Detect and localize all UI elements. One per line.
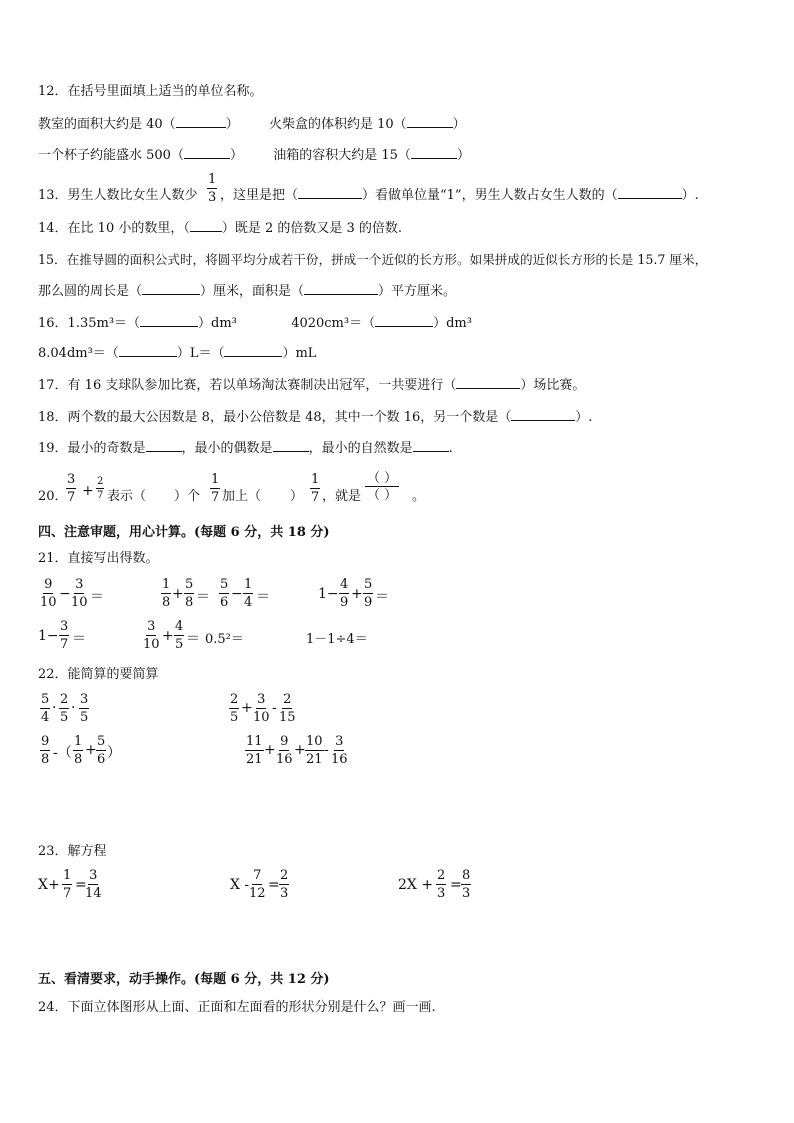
q12-a-blank[interactable]	[176, 115, 226, 128]
q15-line1: 15．在推导圆的面积公式时，将圆平均分成若干份，拼成一个近似的长方形。如果拼成的近似长方形的长是 15.7 厘米，	[38, 252, 708, 267]
q21-e3-f1n: 5	[220, 577, 229, 592]
q12-c-blank[interactable]	[184, 146, 230, 159]
q19-c: ，最小的自然数是	[308, 441, 413, 456]
q23-e1-pre: X+	[38, 877, 60, 893]
q22-e2-f2d: 10	[253, 710, 270, 725]
q12-b-end: ）	[452, 117, 466, 132]
q13-blank2[interactable]	[618, 186, 682, 199]
q21-e4-f1d: 9	[340, 595, 349, 610]
q22-e2-f2n: 3	[257, 692, 266, 707]
q22-e4-f1n: 11	[246, 734, 263, 749]
q13-rest	[220, 184, 699, 203]
q20-f2d: 7	[97, 490, 104, 501]
q22-e3-op1: -（	[53, 745, 72, 761]
q15-line2a: 那么圆的周长是（	[38, 284, 143, 299]
q22-e2-op1: +	[241, 700, 253, 716]
q21-e2-op: +	[172, 586, 184, 602]
q21-e4-f2n: 5	[364, 577, 373, 592]
q21-e6-op: +	[162, 628, 174, 644]
q19-d: .	[448, 441, 453, 456]
q14	[38, 219, 402, 238]
q16-b-blank[interactable]	[375, 314, 433, 327]
q21-e3-f1d: 6	[220, 595, 229, 610]
q13-mid: ，这里是把（	[220, 188, 299, 203]
q13-end: ）.	[681, 188, 699, 203]
q22-e2-f1d: 5	[230, 710, 239, 725]
q17-blank[interactable]	[456, 376, 520, 389]
q22-e3-f3	[96, 734, 106, 767]
q21-e5-f1	[59, 619, 69, 652]
q20-frac2	[96, 476, 104, 501]
q20-f4d: 7	[311, 490, 320, 505]
q13-start: 13．男生人数比女生人数少	[38, 188, 198, 203]
q21-e6-f2n: 4	[175, 619, 184, 634]
q21-e2-f1	[161, 577, 171, 610]
q20-f3d: 7	[211, 490, 220, 505]
q22-e1-f2d: 5	[60, 710, 69, 725]
q23-e2-f1n: 7	[253, 868, 262, 883]
q23-e1-f1	[62, 868, 72, 901]
q19-b: ，最小的偶数是	[181, 441, 273, 456]
q22-e3-close: ）	[107, 745, 121, 761]
q16-a: 16．1.35m³＝（	[38, 316, 141, 331]
q15-line2b: ）厘米，面积是（	[200, 284, 305, 299]
q16-b: 4020cm³＝（	[291, 316, 376, 331]
q22-e4-f4n: 3	[335, 734, 344, 749]
q22-title: 22．能简算的要简算	[38, 667, 159, 682]
q21-e4-f1n: 4	[340, 577, 349, 592]
q23-e2-f2d: 3	[280, 886, 289, 901]
q21-title: 21．直接写出得数。	[38, 551, 159, 566]
q12-title: 12．在括号里面填上适当的单位名称。	[38, 84, 263, 99]
q19-blank3[interactable]	[413, 439, 449, 452]
q22-e3-f2d: 8	[74, 752, 83, 767]
q13-frac-d: 3	[208, 190, 217, 205]
q21-e2-eq: ＝	[196, 589, 210, 605]
q14-end: ）既是 2 的倍数又是 3 的倍数.	[221, 221, 403, 236]
q21-e3-f1	[219, 577, 229, 610]
q20-ans-d: （ ）	[367, 488, 398, 503]
q22-e3-f3n: 5	[97, 734, 106, 749]
section4-title: 四、注意审题，用心计算。(每题 6 分，共 18 分)	[38, 525, 330, 540]
q20-t4: ）	[290, 489, 304, 504]
q22-e3-f1n: 9	[41, 734, 50, 749]
q21-e4-f2d: 9	[364, 595, 373, 610]
q21-e4-op: +	[351, 586, 363, 602]
q19	[38, 439, 453, 458]
q13-fraction	[207, 172, 217, 205]
q12-a-end: ）	[225, 117, 239, 132]
q24-title: 24．下面立体图形从上面、正面和左面看的形状分别是什么？画一画.	[38, 1000, 436, 1015]
q21-e3-f2	[243, 577, 253, 610]
q16-line1	[38, 314, 472, 333]
q20-frac3	[210, 472, 220, 505]
q22-e4-f2d: 16	[276, 752, 293, 767]
q23-e2-f1d: 12	[249, 886, 266, 901]
q23-e3-f1d: 3	[437, 886, 446, 901]
q23-e2-f2	[279, 868, 289, 901]
q22-e3-f3d: 6	[97, 752, 106, 767]
q20-label: 20．	[38, 489, 68, 504]
q21-e4-f1	[339, 577, 349, 610]
q22-e4-f2n: 9	[280, 734, 289, 749]
q22-e4-f4d: 16	[331, 752, 348, 767]
q22-e2-f1	[229, 692, 239, 725]
q21-e1-f2	[71, 577, 88, 610]
q12-c: 一个杯子约能盛水 500（	[38, 148, 184, 163]
q21-e2-f2	[184, 577, 194, 610]
q23-e3-f2	[461, 868, 471, 901]
q22-e4-f1	[245, 734, 264, 767]
q21-e5-pre: 1−	[38, 628, 59, 644]
q22-e2-f2	[253, 692, 270, 725]
q21-e8: 1－1÷4＝	[306, 632, 368, 647]
q23-e3-eq: =	[450, 877, 462, 893]
q23-e1-f1d: 7	[63, 886, 72, 901]
q22-e1-f3	[79, 692, 89, 725]
q13-blank1[interactable]	[298, 186, 362, 199]
q22-e2-f3	[279, 692, 296, 725]
q16-a-blank[interactable]	[140, 314, 198, 327]
q15-blank1[interactable]	[142, 282, 200, 295]
q20-f1n: 3	[67, 472, 76, 487]
q17-start: 17．有 16 支球队参加比赛，若以单场淘汰赛制决出冠军，一共要进行（	[38, 378, 457, 393]
q23-e1-f1n: 1	[63, 868, 72, 883]
q20-f4n: 1	[311, 472, 320, 487]
q23-e1-f2	[85, 868, 102, 901]
q12-a: 教室的面积大约是 40（	[38, 117, 176, 132]
q12-line1	[38, 115, 466, 134]
q21-e1-eq: ＝	[90, 589, 104, 605]
q21-e1-f1n: 9	[44, 577, 53, 592]
q17-end: ）场比赛。	[520, 378, 586, 393]
q16-a-end: ）dm³	[198, 316, 237, 331]
q20-f2n: 2	[97, 476, 104, 487]
q16-c: 8.04dm³＝（	[38, 346, 119, 361]
q12-line2	[38, 146, 470, 165]
q12-d-blank[interactable]	[411, 146, 457, 159]
q13-frac-n: 1	[208, 172, 217, 187]
q18-start: 18．两个数的最大公因数是 8，最小公倍数是 48，其中一个数 16，另一个数是（	[38, 410, 512, 425]
q21-e6-f1d: 10	[143, 637, 160, 652]
section5-title: 五、看清要求，动手操作。(每题 6 分，共 12 分)	[38, 972, 330, 987]
q20-t3: 加上（	[222, 489, 262, 504]
q20-f1d: 7	[67, 490, 76, 505]
q21-e3-f2n: 1	[244, 577, 253, 592]
q20-answer-frac[interactable]	[365, 471, 399, 503]
q18	[38, 408, 592, 427]
q20-frac1	[66, 472, 76, 505]
q12-b-blank[interactable]	[407, 115, 453, 128]
q15-blank2[interactable]	[304, 282, 378, 295]
q22-e3-f2	[73, 734, 83, 767]
q22-e1-f3d: 5	[80, 710, 89, 725]
q22-e2-f3n: 2	[283, 692, 292, 707]
q22-e2-f3d: 15	[279, 710, 296, 725]
q22-e1-f2n: 2	[60, 692, 69, 707]
q23-e3-pre: 2X +	[398, 877, 434, 893]
q18-end: ）.	[575, 410, 593, 425]
q16-b-end: ）dm³	[433, 316, 472, 331]
q20-frac4	[310, 472, 320, 505]
q22-e3-f1	[40, 734, 50, 767]
q20-plus: +	[82, 483, 94, 499]
q22-e4-f3d: 21	[306, 752, 323, 767]
q21-e6-f2d: 5	[175, 637, 184, 652]
q23-e3-f1	[436, 868, 446, 901]
q20-f3n: 1	[211, 472, 220, 487]
q21-e5-f1n: 3	[60, 619, 69, 634]
q20-t6: 。	[412, 489, 426, 504]
q23-e2-eq: =	[268, 877, 280, 893]
q21-e3-eq: ＝	[256, 589, 270, 605]
q22-e2-op2: -	[272, 700, 277, 716]
q23-e3-f1n: 2	[437, 868, 446, 883]
q23-e2-f1	[249, 868, 266, 901]
q20-t1: 表示（	[107, 489, 147, 504]
q12-d: 油箱的容积大约是 15（	[273, 148, 411, 163]
q23-e1-eq: =	[75, 877, 87, 893]
q22-e4-op1: +	[264, 742, 276, 758]
q22-e4-op3: -	[324, 742, 329, 758]
q16-c-blank2[interactable]	[224, 344, 282, 357]
q21-e6-f1	[143, 619, 160, 652]
q23-title: 23．解方程	[38, 844, 107, 859]
q22-e1-f2	[59, 692, 69, 725]
q12-c-end: ）	[229, 148, 243, 163]
q23-e3-f2d: 3	[462, 886, 471, 901]
q21-e1-op: −	[59, 586, 71, 602]
q21-e5-f1d: 7	[60, 637, 69, 652]
q19-blank1[interactable]	[146, 439, 182, 452]
q21-e2-f2n: 5	[185, 577, 194, 592]
q21-e4-eq: ＝	[375, 589, 389, 605]
q21-e3-f2d: 4	[244, 595, 253, 610]
q19-blank2[interactable]	[273, 439, 309, 452]
q22-e1-f1	[40, 692, 50, 725]
q22-e4-f4	[331, 734, 348, 767]
q16-c-blank[interactable]	[119, 344, 177, 357]
q21-e6-f2	[174, 619, 184, 652]
q21-e1-f2d: 10	[71, 595, 88, 610]
q21-e1-f1d: 10	[40, 595, 57, 610]
q22-e3-f1d: 8	[41, 752, 50, 767]
q14-start: 14．在比 10 小的数里，（	[38, 221, 190, 236]
q23-e3-f2n: 8	[462, 868, 471, 883]
q22-e2-f1n: 2	[230, 692, 239, 707]
q23-e1-f2n: 3	[89, 868, 98, 883]
q13-mid2: ）看做单位量“1”，男生人数占女生人数的（	[362, 188, 618, 203]
q22-e3-op2: +	[85, 742, 97, 758]
q22-e1-op2: ·	[71, 700, 76, 716]
q23-e2-pre: X -	[230, 877, 250, 893]
q21-e2-f2d: 8	[185, 595, 194, 610]
q21-e4-f2	[363, 577, 373, 610]
q20-ans-n: （ ）	[367, 471, 398, 486]
q21-e1-f1	[40, 577, 57, 610]
q22-e4-op2: +	[294, 742, 306, 758]
q22-e4-f3	[305, 734, 324, 767]
q22-e3-f2n: 1	[74, 734, 83, 749]
q21-e6-eq: ＝	[186, 631, 200, 647]
q22-e1-f1n: 5	[41, 692, 50, 707]
q21-e6-f1n: 3	[147, 619, 156, 634]
q21-e1-f2n: 3	[75, 577, 84, 592]
q17	[38, 376, 585, 395]
q18-blank[interactable]	[511, 408, 575, 421]
q14-blank[interactable]	[190, 219, 222, 232]
q16-line2	[38, 344, 316, 363]
q12-b: 火柴盒的体积约是 10（	[268, 117, 407, 132]
q12-d-end: ）	[456, 148, 470, 163]
q21-e2-f1d: 8	[162, 595, 171, 610]
q21-e5-eq: ＝	[72, 631, 86, 647]
q23-e1-f2d: 14	[85, 886, 102, 901]
q20-t5: ，就是	[322, 489, 362, 504]
q15-line2	[38, 282, 456, 301]
q22-e4-f1d: 21	[246, 752, 263, 767]
q16-c-mid: ）L＝（	[176, 346, 225, 361]
q22-e1-f1d: 4	[41, 710, 50, 725]
q22-e4-f2	[276, 734, 293, 767]
q19-a: 19．最小的奇数是	[38, 441, 146, 456]
q21-e7: 0.5²＝	[205, 632, 244, 647]
q15-line2c: ）平方厘米。	[378, 284, 457, 299]
q21-e3-op: −	[231, 586, 243, 602]
q22-e1-f3n: 3	[80, 692, 89, 707]
q21-e2-f1n: 1	[162, 577, 171, 592]
q22-e1-op1: ·	[52, 700, 57, 716]
q20-t2: ）个	[174, 489, 201, 504]
q16-c-end: ）mL	[282, 346, 317, 361]
q23-e2-f2n: 2	[280, 868, 289, 883]
q22-e4-f3n: 10	[306, 734, 323, 749]
q21-e4-pre: 1−	[318, 586, 339, 602]
